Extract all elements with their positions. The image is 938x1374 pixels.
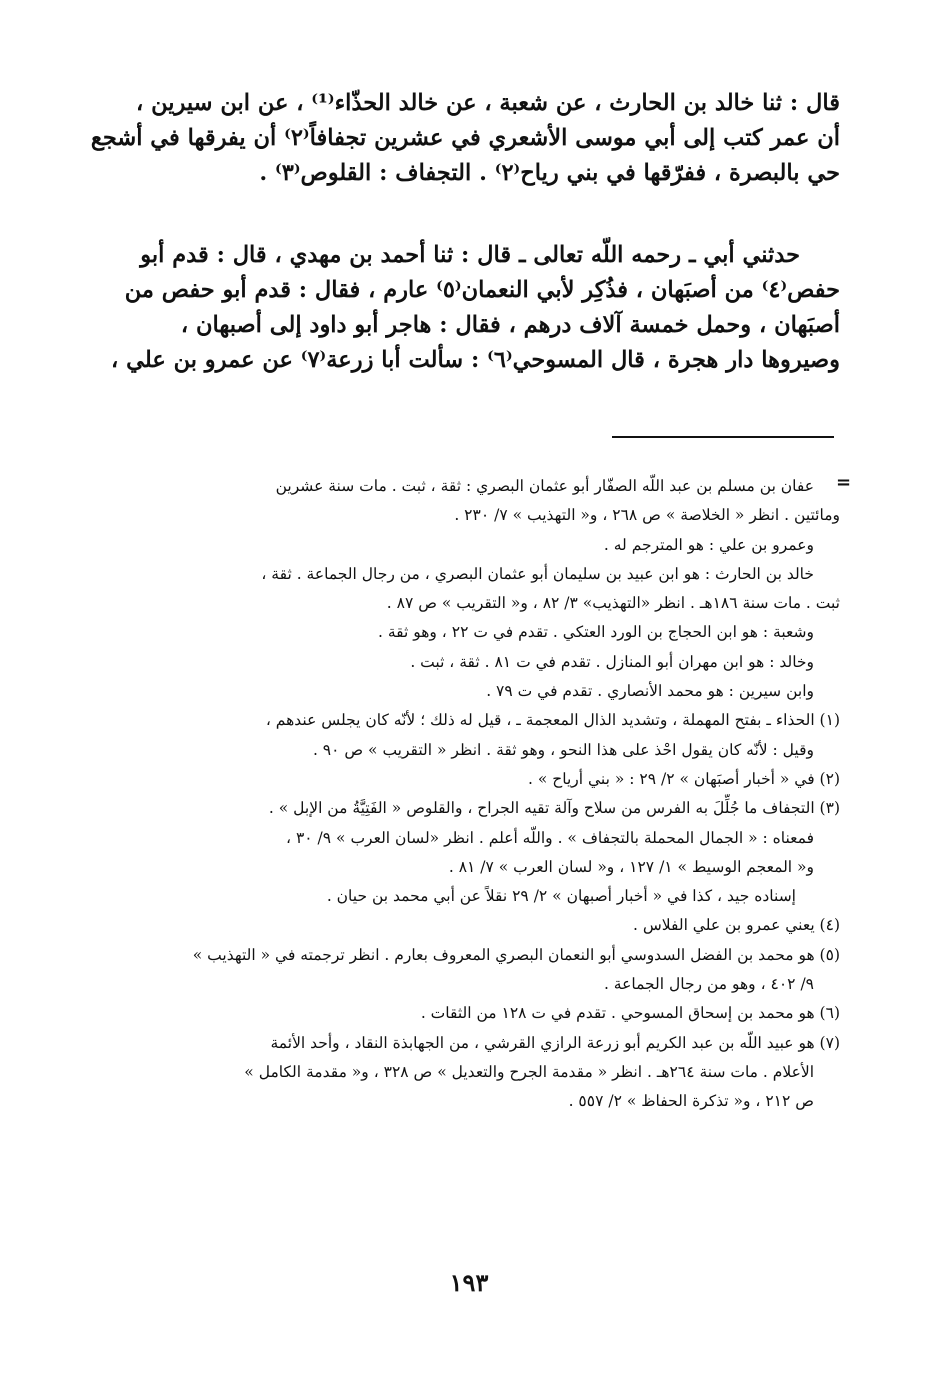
footnote-continuation-mark: = (836, 472, 852, 493)
main-paragraph-1 (90, 86, 840, 191)
text-line: وصيروها دار هجرة ، قال المسوحي⁽٦⁾ : سألت أبا زرعة⁽٧⁾ عن عمرو بن علي ، (111, 347, 840, 373)
footnote-line: (٣) التجفاف ما جُلِّلَ به الفرس من سلاح وآلة تقيه الجراح ، والقلوص « الفَتِيَّةُ من الإبل » . (268, 799, 840, 818)
footnote-line: عفان بن مسلم بن عبد اللّه الصفّار أبو عثمان البصري : ثقة ، ثبت . مات سنة عشرين (275, 477, 814, 495)
footnote-line: الأعلام . مات سنة ٢٦٤هـ . انظر « مقدمة الجرح والتعديل » ص ٣٢٨ ، و« مقدمة الكامل » (244, 1062, 814, 1081)
footnote-line: خالد بن الحارث : هو ابن عبيد بن سليمان أبو عثمان البصري ، من رجال الجماعة . ثقة ، (261, 564, 814, 583)
footnote-line: ص ٢١٢ ، و« تذكرة الحفاظ » ٢/ ٥٥٧ . (568, 1092, 814, 1111)
main-paragraph-2 (100, 238, 840, 378)
footnotes (100, 472, 840, 1117)
footnote-line: وابن سيرين : هو محمد الأنصاري . تقدم في ت ٧٩ . (486, 682, 814, 701)
footnote-line: ومائتين . انظر « الخلاصة » ص ٢٦٨ ، و« التهذيب » ٧/ ٢٣٠ . (454, 506, 840, 525)
text-line: أن عمر كتب إلى أبي موسى الأشعري في عشرين تجفافاً⁽٢⁾ أن يفرقها في أشجع (90, 125, 840, 151)
footnote-line: وشعبة : هو ابن الحجاج بن الورد العتكي . تقدم في ت ٢٢ ، وهو ثقة . (377, 623, 814, 642)
footnote-line: إسناده جيد ، كذا في « أخبار أصبهان » ٢/ ٢٩ نقلاً عن أبي محمد بن حيان . (326, 887, 796, 906)
text-line: أصبَهان ، وحمل خمسة آلاف درهم ، فقال : هاجر أبو داود إلى أصبهان ، (180, 312, 840, 338)
footnote-line: و« المعجم الوسيط » ١/ ١٢٧ ، و« لسان العرب » ٧/ ٨١ . (448, 857, 814, 876)
text-line: حي بالبصرة ، ففرّقها في بني رياح⁽٢⁾ . التجفاف : القلوص⁽٣⁾ . (259, 160, 840, 186)
text-line: حدثني أبي ـ رحمه اللّه تعالى ـ قال : ثنا أحمد بن مهدي ، قال : قدم أبو (140, 242, 800, 268)
footnote-line: (١) الحذاء ـ بفتح المهملة ، وتشديد الذال المعجمة ـ ، قيل له ذلك ؛ لأنّه كان يجلس عندهم ، (265, 711, 840, 730)
footnote-line: ثبت . مات سنة ١٨٦هـ . انظر «التهذيب» ٣/ ٨٢ ، و« التقريب » ص ٨٧ . (386, 594, 840, 613)
page-number: ١٩٣ (449, 1268, 489, 1297)
footnote-line: (٥) هو محمد بن الفضل السدوسي أبو النعمان البصري المعروف بعارم . انظر ترجمته في « التهذيب » (192, 945, 840, 964)
footnote-line: ٩/ ٤٠٢ ، وهو من رجال الجماعة . (603, 975, 814, 994)
text-line: قال : ثنا خالد بن الحارث ، عن شعبة ، عن خالد الحذّاء⁽¹⁾ ، عن ابن سيرين ، (135, 90, 840, 116)
footnote-line: وقيل : لأنّه كان يقول احْذ على هذا النحو ، وهو ثقة . انظر « التقريب » ص ٩٠ . (312, 740, 814, 759)
footnote-line: فمعناه : « الجمال المحملة بالتجفاف » . واللّه أعلم . انظر «لسان العرب » ٩/ ٣٠ ، (286, 828, 814, 847)
footnote-line: وخالد : هو ابن مهران أبو المنازل . تقدم في ت ٨١ . ثقة ، ثبت . (410, 652, 814, 671)
text-line: حفص⁽٤⁾ من أصبَهان ، فذُكِر لأبي النعمان⁽٥⁾ عارم ، فقال : قدم أبو حفص من (124, 277, 840, 303)
footnote-line: (٦) هو محمد بن إسحاق المسوحي . تقدم في ت ١٢٨ من الثقات . (420, 1004, 840, 1023)
footnote-line: (٧) هو عبيد اللّه بن عبد الكريم أبو زرعة الرازي القرشي ، من الجهابذة النقاد ، وأحد الأئمة (270, 1033, 840, 1052)
footnote-line: (٢) في « أخبار أصبَهان » ٢/ ٢٩ : « بني أرياح » . (527, 769, 840, 788)
footnote-line: وعمرو بن علي : هو المترجم له . (603, 535, 814, 554)
footnote-line: (٤) يعني عمرو بن علي الفلاس . (632, 916, 840, 935)
footnote-separator (612, 436, 834, 438)
